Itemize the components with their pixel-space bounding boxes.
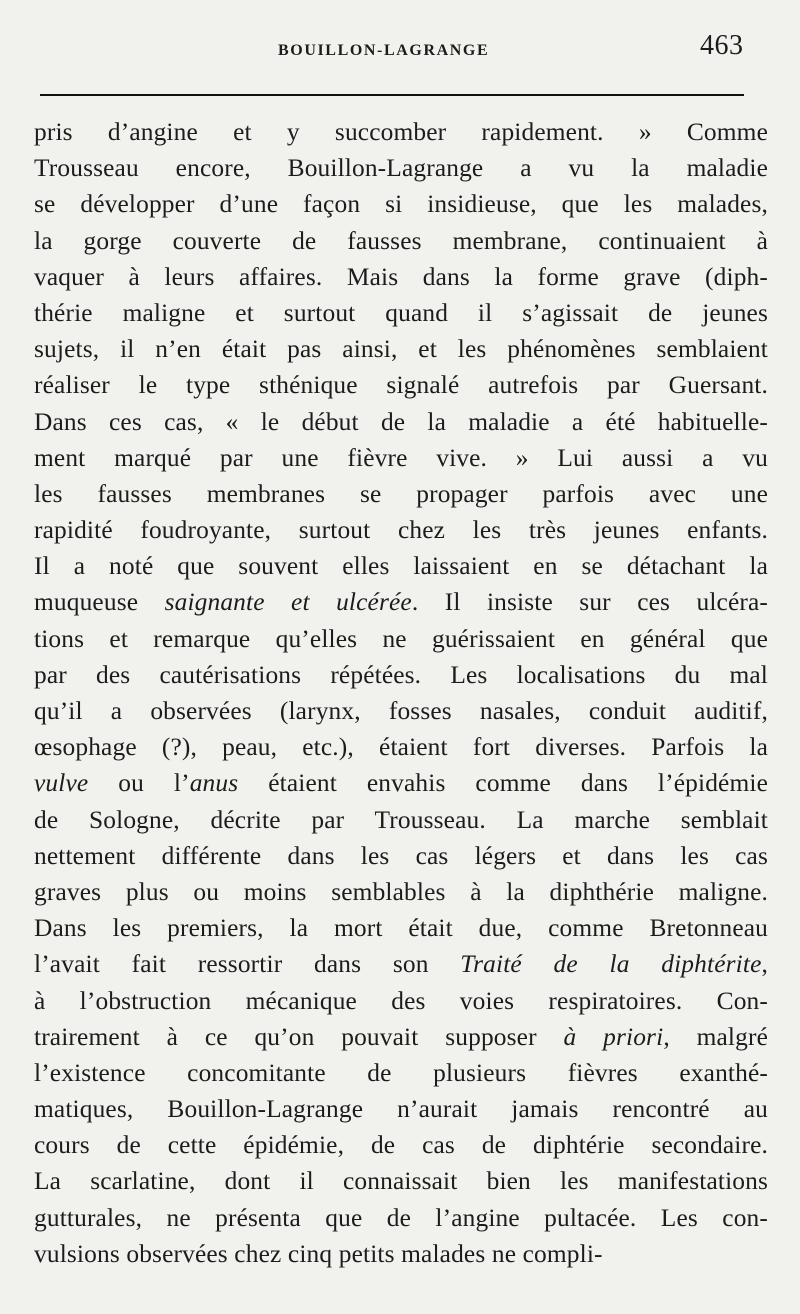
text-line: Trousseau encore, Bouillon-Lagrange a vu la maladie	[34, 154, 768, 183]
text-line-segment: étaient envahis comme dans l’épidémie	[238, 769, 768, 798]
text-line: qu’il a observées (larynx, fosses nasales, conduit auditif,	[34, 697, 768, 725]
text-line	[34, 1019, 768, 1055]
text-line: Dans les premiers, la mort était due, comme Bretonneau	[34, 914, 768, 943]
text-line: vulsions observées chez cinq petits malades ne compli-	[34, 1239, 603, 1268]
text-line-segment: ,	[761, 950, 768, 979]
text-line: gutturales, ne présenta que de l’angine pultacée. Les con-	[34, 1203, 768, 1232]
text-line: tions et remarque qu’elles ne guérissaient en général que	[34, 624, 768, 653]
text-line: la gorge couverte de fausses membrane, continuaient à	[34, 226, 768, 255]
text-line: graves plus ou moins semblables à la diphthérie maligne.	[34, 877, 768, 906]
text-line: La scarlatine, dont il connaissait bien les manifestations	[34, 1167, 768, 1196]
running-head	[0, 28, 800, 72]
text-line-segment: l’avait fait ressortir dans son	[34, 950, 461, 979]
page-number: 463	[700, 30, 744, 61]
text-line: rapidité foudroyante, surtout chez les très jeunes enfants.	[34, 516, 768, 545]
text-line-segment: . Il insiste sur ces ulcéra-	[411, 588, 768, 617]
text-line: matiques, Bouillon-Lagrange n’aurait jamais rencontré au	[34, 1095, 768, 1124]
text-line: ment marqué par une fièvre vive. » Lui aussi a vu	[34, 443, 768, 472]
text-line: à l’obstruction mécanique des voies respiratoires. Con-	[34, 986, 768, 1015]
text-line: réaliser le type sthénique signalé autrefois par Guersant.	[34, 371, 768, 400]
text-line: Dans ces cas, « le début de la maladie a été habituelle-	[34, 407, 768, 436]
italic-text: anus	[189, 769, 239, 798]
header-rule	[40, 94, 744, 96]
italic-text: vulve	[34, 769, 89, 798]
text-line-segment: , malgré	[663, 1022, 768, 1051]
text-line: Il a noté que souvent elles laissaient en se détachant la	[34, 552, 768, 581]
italic-text: à priori	[563, 1022, 664, 1051]
text-line: par des cautérisations répétées. Les localisations du mal	[34, 660, 768, 689]
text-line-segment: trairement à ce qu’on pouvait supposer	[34, 1022, 564, 1051]
text-line-segment: ou l’	[88, 769, 190, 798]
text-line: l’existence concomitante de plusieurs fièvres exanthé-	[34, 1058, 768, 1087]
text-line: se développer d’une façon si insidieuse, que les malades,	[34, 190, 768, 219]
text-line: les fausses membranes se propager parfois avec une	[34, 479, 768, 508]
text-line: sujets, il n’en était pas ainsi, et les phénomènes semblaient	[34, 335, 768, 364]
text-line	[34, 946, 768, 982]
italic-text: Traité de la diphtérite	[460, 950, 762, 979]
text-line: œsophage (?), peau, etc.), étaient fort diverses. Parfois la	[34, 733, 768, 762]
text-line-segment: muqueuse	[34, 588, 165, 617]
body-text	[34, 114, 768, 1272]
text-line: nettement différente dans les cas légers et dans les cas	[34, 841, 768, 870]
text-line	[34, 584, 768, 620]
text-line: de Sologne, décrite par Trousseau. La marche semblait	[34, 805, 768, 834]
text-line	[34, 765, 768, 801]
text-line: thérie maligne et surtout quand il s’agissait de jeunes	[34, 298, 768, 327]
running-title: BOUILLON-LAGRANGE	[278, 42, 490, 59]
text-line: pris d’angine et y succomber rapidement. » Comme	[34, 118, 768, 146]
text-line: vaquer à leurs affaires. Mais dans la forme grave (diph-	[34, 262, 768, 291]
text-line: cours de cette épidémie, de cas de diphtérie secondaire.	[34, 1131, 768, 1160]
italic-text: saignante et ulcérée	[164, 588, 412, 617]
